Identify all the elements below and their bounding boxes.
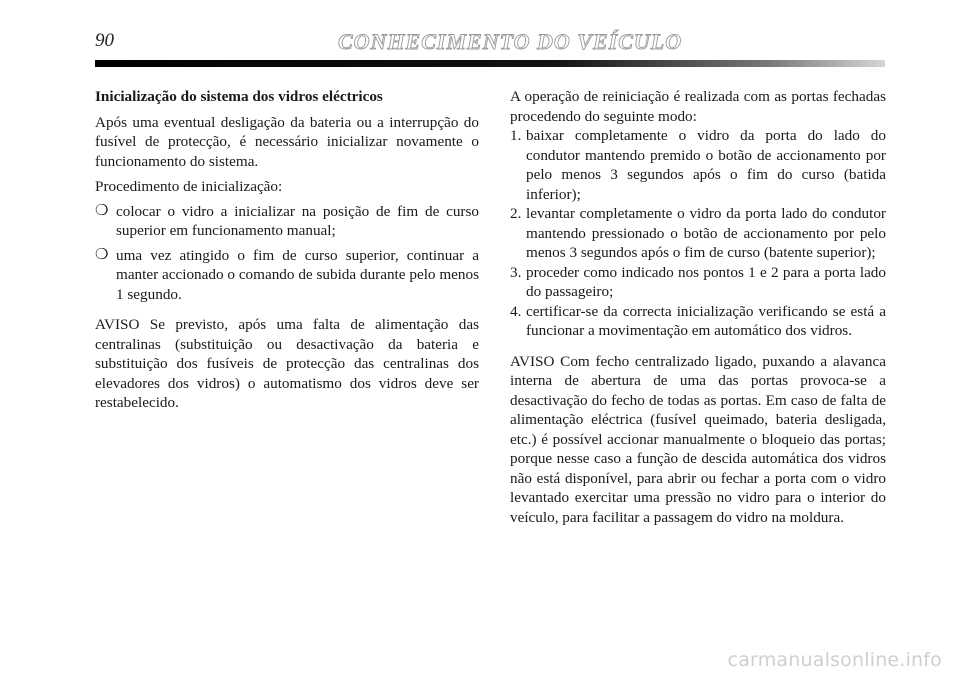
page-header	[95, 26, 885, 58]
circle-bullet-icon: ❍	[95, 202, 109, 219]
warning-paragraph: AVISO Com fecho centralizado ligado, puxando a alavanca interna de abertura de uma das portas provoca-se a desactivação do fecho de todas as portas. Em caso de falta de alimentação eléctrica (fusível queimado, bateria desligada, etc.) é possível accionar manualmente o bloqueio das portas; porque nesse caso a função de descida automática dos vidros não está disponível, para abrir ou fechar a porta com o vidro levantado exercitar uma pressão no vidro para o interior do veículo, para facilitar a passagem do vidro na moldura.	[510, 352, 886, 526]
step-text: baixar completamente o vidro da porta do lado do condutor mantendo premido o botão de accionamento por pelo menos 3 segundos após o fim do curso (batida inferior);	[526, 127, 886, 203]
procedure-label: Procedimento de inicialização:	[95, 178, 283, 195]
page-number: 90	[95, 30, 114, 51]
step-text: certificar-se da correcta inicialização verificando se está a funcionar a movimentação em automático dos vidros.	[526, 302, 886, 339]
step-number: 4.	[510, 302, 522, 320]
bullet-item	[95, 202, 479, 241]
left-column	[95, 87, 479, 413]
step-text: levantar completamente o vidro da porta lado do condutor mantendo pressionado o botão de accionamento por pelo menos 3 segundos após o fim de curso (batente superior);	[526, 205, 886, 261]
step-number: 3.	[510, 263, 522, 281]
bullet-text: uma vez atingido o fim de curso superior, continuar a manter accionado o comando de subida durante pelo menos 1 segundo.	[116, 246, 479, 303]
warning-paragraph: AVISO Se previsto, após uma falta de alimentação das centralinas (substituição ou desactivação da bateria e substituição dos fusíveis de protecção das centralinas dos elevadores dos vidros) o automatismo dos vidros deve ser restabelecido.	[95, 316, 479, 411]
section-heading: Inicialização do sistema dos vidros eléctricos	[95, 88, 383, 105]
header-rule	[95, 60, 885, 67]
numbered-step	[510, 126, 886, 204]
numbered-step	[510, 302, 886, 341]
reset-intro: A operação de reiniciação é realizada com as portas fechadas procedendo do seguinte modo:	[510, 88, 886, 125]
intro-paragraph: Após uma eventual desligação da bateria ou a interrupção do fusível de protecção, é necessário inicializar novamente o funcionamento do sistema.	[95, 113, 479, 170]
numbered-step	[510, 263, 886, 302]
step-number: 1.	[510, 127, 522, 144]
watermark: carmanualsonline.info	[727, 649, 942, 671]
right-column	[510, 87, 886, 527]
step-text: proceder como indicado nos pontos 1 e 2 para a porta lado do passageiro;	[526, 263, 886, 300]
section-title: CONHECIMENTO DO VEÍCULO	[338, 29, 683, 54]
step-number: 2.	[510, 205, 522, 222]
bullet-item	[95, 246, 479, 305]
numbered-step	[510, 204, 886, 263]
circle-bullet-icon: ❍	[95, 246, 109, 263]
bullet-text: colocar o vidro a inicializar na posição de fim de curso superior em funcionamento manual;	[116, 202, 479, 239]
